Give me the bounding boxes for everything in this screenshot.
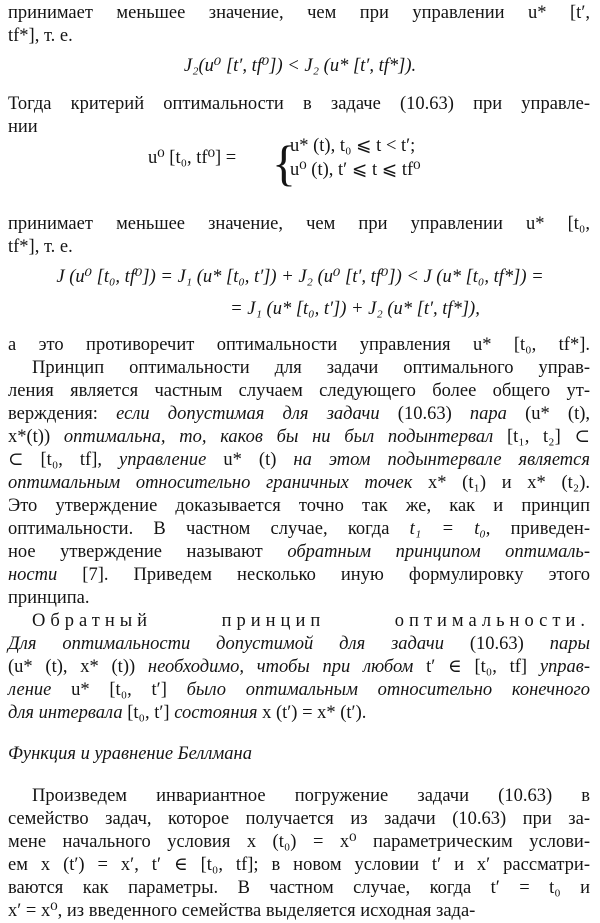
- italic-span: управление: [119, 450, 207, 470]
- text-span: (10.63): [444, 634, 550, 654]
- left-brace: {: [272, 135, 296, 191]
- text-line: [8, 403, 590, 426]
- text-line: [8, 633, 590, 656]
- text-span: x (t′) = x* (t′).: [257, 703, 367, 723]
- text-line: принимает меньшее значение, чем при управлении u* [t′,: [8, 3, 590, 23]
- text-span: x* (t₁) и x* (t₂).: [412, 473, 590, 493]
- italic-span: состояния: [174, 703, 258, 723]
- italic-span: Для оптимальности допустимой для задачи: [8, 634, 444, 654]
- theorem-title: Обратный принцип оптимальности.: [32, 611, 590, 631]
- italic-span: было оптимальным относительно конечного: [166, 680, 590, 700]
- text-span: t′ ∈ [t₀, tf]: [413, 657, 540, 677]
- piecewise-case-1: u* (t), t₀ ⩽ t < t′;: [290, 136, 416, 156]
- italic-span: для интервала: [8, 703, 123, 723]
- text-line: Тогда критерий оптимальности в задаче (10.63) при управле-: [8, 94, 590, 114]
- text-span: u* [t₀, t′]: [71, 680, 167, 700]
- text-line: семейство задач, которое получается из задачи (10.63) при за-: [8, 809, 590, 829]
- text-line: Произведем инвариантное погружение задачи (10.63) в: [32, 786, 590, 806]
- text-line: мене начального условия x (t₀) = x⁰ параметрическим услови-: [8, 832, 590, 852]
- text-span: ⊂ [t₀, tf],: [8, 450, 120, 470]
- text-line: x′ = x⁰, из введенного семейства выделяется исходная зада-: [8, 901, 476, 921]
- italic-span: пары: [549, 634, 590, 654]
- italic-span: оптимальным относительно граничных точек: [8, 473, 413, 493]
- italic-span: ности: [8, 565, 58, 585]
- piecewise-case-2: u⁰ (t), t′ ⩽ t ⩽ tf⁰: [290, 160, 421, 180]
- text-span: (10.63): [379, 404, 470, 424]
- text-span: , приведен-: [485, 519, 590, 539]
- text-line: [8, 449, 590, 472]
- text-span: [7]. Приведем несколько иную формулировку этого: [57, 565, 590, 585]
- text-span: x*(t)): [8, 427, 64, 447]
- text-span: [t₀, t′]: [122, 703, 175, 723]
- formula-criterion-line-2: = J₁ (u* [t₀, t′]) + J₂ (u* [t′, tf*]),: [230, 299, 480, 319]
- text-line: ваются как параметры. В частном случае, когда t′ = t₀ и: [8, 878, 590, 898]
- text-line: нии: [8, 117, 38, 137]
- text-span: оптимальности. В частном случае, когда: [8, 519, 410, 539]
- text-line: [8, 541, 590, 564]
- text-line: [8, 426, 590, 449]
- italic-span: ление: [8, 680, 72, 700]
- text-line: принимает меньшее значение, чем при управлении u* [t₀,: [8, 214, 590, 234]
- text-line: ления является частным случаем следующего более общего ут-: [8, 381, 590, 401]
- formula-j2-inequality: J₂(u⁰ [t′, tf⁰]) < J₂ (u* [t′, tf*]).: [183, 56, 417, 76]
- formula-criterion-line-1: J (u⁰ [t₀, tf⁰]) = J₁ (u* [t₀, t′]) + J₂ (u⁰ [t′, tf⁰]) < J (u* [t₀, tf*]) =: [56, 267, 544, 287]
- text-line: [8, 702, 590, 725]
- text-line: [8, 564, 590, 587]
- text-span: [t₁, t₂] ⊂: [493, 427, 591, 447]
- text-line: [8, 679, 590, 702]
- text-span: u* (t): [206, 450, 294, 470]
- italic-span: пара: [469, 404, 507, 424]
- text-line: [8, 518, 590, 541]
- italic-span: t₁ = t₀: [409, 519, 486, 539]
- text-span: (u* (t), x* (t)): [8, 657, 148, 677]
- italic-span: оптимальна, то, каков бы ни был подынтервал: [63, 427, 494, 447]
- italic-span: управ-: [539, 657, 590, 677]
- italic-span: на этом подынтервале является: [293, 450, 590, 470]
- text-line: Это утверждение доказывается точно так же, как и принцип: [8, 496, 590, 516]
- piecewise-lhs: u⁰ [t₀, tf⁰] =: [148, 148, 237, 168]
- text-span: (u* (t),: [506, 404, 590, 424]
- formula-piecewise-control: [0, 135, 600, 205]
- text-line: [8, 656, 590, 679]
- text-line: а это противоречит оптимальности управления u* [t₀, tf*].: [8, 335, 590, 355]
- italic-span: обратным принципом оптималь-: [287, 542, 590, 562]
- text-span: ное утверждение называют: [8, 542, 288, 562]
- text-line: ем x (t′) = x′, t′ ∈ [t₀, tf]; в новом условии t′ и x′ рассматри-: [8, 855, 590, 875]
- text-line: tf*], т. е.: [8, 237, 73, 257]
- text-line: tf*], т. е.: [8, 26, 73, 46]
- italic-span: необходимо, чтобы при любом: [147, 657, 414, 677]
- text-line: Принцип оптимальности для задачи оптимального управ-: [32, 358, 590, 378]
- text-span: верждения:: [8, 404, 117, 424]
- text-line: принципа.: [8, 588, 90, 608]
- italic-span: если допустимая для задачи: [116, 404, 380, 424]
- section-heading: Функция и уравнение Беллмана: [8, 744, 252, 764]
- text-line: [8, 472, 590, 495]
